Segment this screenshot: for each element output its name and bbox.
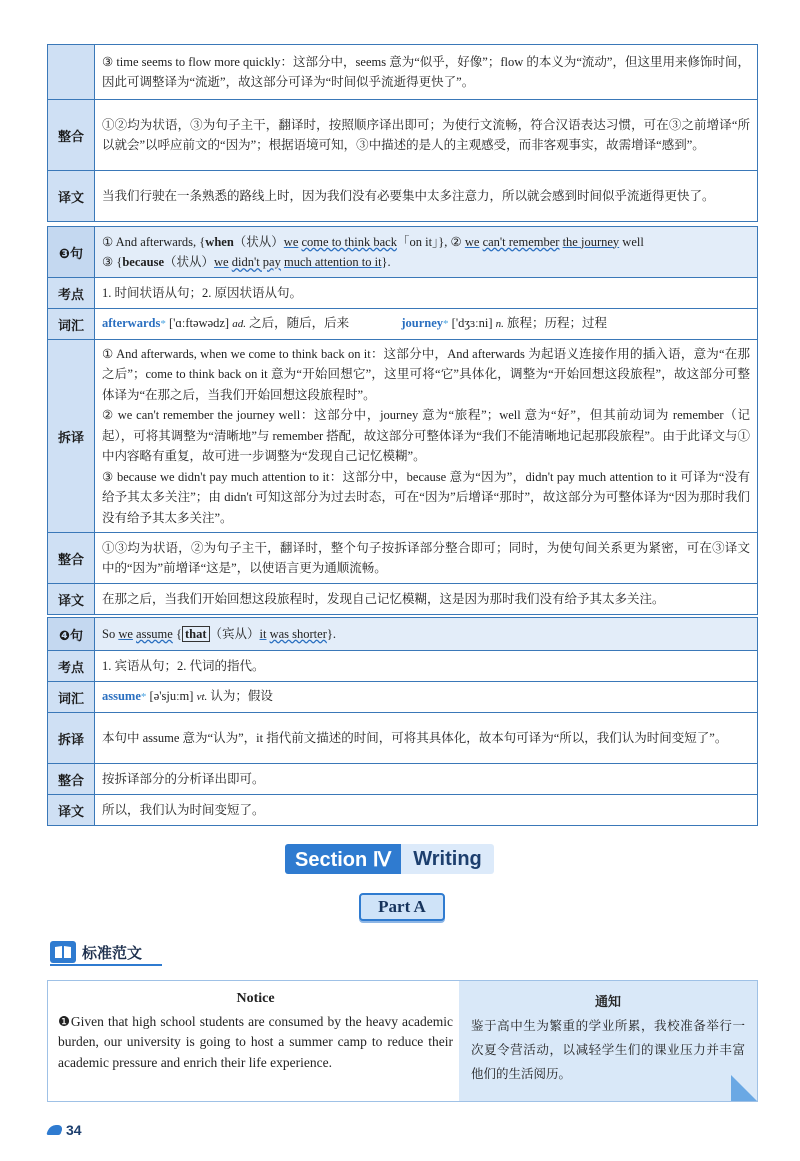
top-row3-text: 当我们行驶在一条熟悉的路线上时，因为我们没有必要集中太多注意力，所以就会感到时间似乎流逝得更快了。 — [95, 171, 758, 222]
s3-because: because — [122, 255, 165, 269]
s4-sent-part: }. — [326, 626, 336, 641]
label-zhenghe: 整合 — [48, 100, 95, 171]
s4-predicate: assume — [136, 626, 173, 641]
sentence4-table — [47, 617, 758, 826]
tongzhi-text: 鉴于高中生为繁重的学业所累，我校准备举行一次夏令营活动，以减轻学生们的课业压力并丰富他们的生活阅历。 — [471, 1018, 745, 1081]
notice-card — [47, 980, 758, 1102]
star-icon: * — [443, 318, 449, 331]
s4-kaodian-label: 考点 — [48, 651, 95, 682]
s4-cihui-label: 词汇 — [48, 682, 95, 713]
s4-yiwen-text: 所以，我们认为时间变短了。 — [95, 795, 758, 826]
vocab-phonetic: [ə'sjuːm] — [149, 689, 194, 704]
page-number-text: 34 — [66, 1122, 82, 1138]
vocab-definition: 认为；假设 — [210, 689, 273, 704]
vocab-word-journey: journey — [401, 316, 444, 331]
vocab-word-afterwards: afterwards — [102, 316, 161, 331]
part-tag: Part A — [359, 893, 445, 921]
notice-chinese — [459, 981, 757, 1101]
top-row2-text: ①②均为状语，③为句子主干，翻译时，按照顺序译出即可；为使行文流畅，符合汉语表达习惯，可在③之前增译“所以就会”以呼应前文的“因为”；根据语境可知，③中描述的是人的主观感受，而非客观事实，故需增译“感到”。 — [95, 100, 758, 171]
s3-sent-part: （状从） — [233, 234, 284, 249]
s3-object: the journey — [562, 234, 620, 249]
s4-chaiyi-text: 本句中 assume 意为“认为”，it 指代前文描述的时间，可将其具体化，故本句可译为“所以，我们认为时间变短了”。 — [95, 713, 758, 764]
s4-subject: we — [118, 626, 133, 641]
s4-sentence — [95, 618, 758, 651]
s3-object: much attention to it — [283, 255, 382, 269]
vocab-word-assume: assume — [102, 689, 141, 704]
s3-subject: we — [464, 234, 480, 249]
top-row1-text: ③ time seems to flow more quickly：这部分中，seems 意为“似乎，好像”；flow 的本义为“流动”，但这里用来修饰时间，因此可调整译为“流逝”，故这部分可译为“时间似乎流逝得更快了”。 — [95, 45, 758, 100]
s3-sentence — [95, 227, 758, 278]
s3-chaiyi — [95, 340, 758, 533]
s3-chaiyi-label: 拆译 — [48, 340, 95, 533]
vocab-definition: 旅程；历程；过程 — [507, 316, 608, 331]
s3-chaiyi-p3: ③ because we didn't pay much attention to it：这部分中，because 意为“因为”，didn't pay much attention to it 可译为“没有给予其太多关注”；由 didn't 可知这部分为过去时态，可在“因为”后增译“那时”，故这部分为可整体译为“因为那时我们没有给予其太多关注”。 — [102, 469, 750, 525]
s3-zhenghe-text: ①③均为状语，②为句子主干，翻译时，整个句子按拆译部分整合即可；同时，为使句间关系更为紧密，可在③译文中的“因为”前增译“这是”，以使语言更为通顺流畅。 — [95, 533, 758, 584]
notice-english — [58, 989, 453, 1073]
s3-cihui-label: 词汇 — [48, 309, 95, 340]
s3-when: when — [205, 234, 234, 249]
s4-zhenghe-text: 按拆译部分的分析译出即可。 — [95, 764, 758, 795]
s3-sent-part: well — [619, 234, 644, 249]
tongzhi-title: 通知 — [594, 995, 621, 1010]
s3-sent-part: 「on it」}, ② — [396, 234, 465, 249]
vocab-pos: ad. — [232, 318, 246, 331]
s3-kaodian-label: 考点 — [48, 278, 95, 309]
s3-chaiyi-p1: ① And afterwards, when we come to think back on it：这部分中，And afterwards 为起语义连接作用的插入语，意为“在那之后”；come to think back on it 意为“开始回想它”，这里可将“它”具体化，调整为“开始回想这段旅程”，故这部分可整体译为“在那之后，当我们开始回想这段旅程时”。 — [102, 346, 750, 402]
section-banner — [285, 844, 521, 874]
s3-yiwen-label: 译文 — [48, 584, 95, 615]
s4-subject: it — [259, 626, 267, 641]
notice-text: Given that high school students are consumed by the heavy academic burden, our university is going to host a summer camp to reduce their academic pressure and enrich their life experience. — [58, 1013, 454, 1070]
model-essay-title: 标准范文 — [82, 943, 143, 962]
s4-yiwen-label: 译文 — [48, 795, 95, 826]
heading-underline — [50, 964, 162, 966]
s3-sent-part: }. — [381, 255, 391, 269]
s3-predicate: come to think back — [301, 234, 397, 249]
s4-kaodian-text: 1. 宾语从句；2. 代词的指代。 — [95, 651, 758, 682]
s4-sent-part: （宾从） — [209, 626, 260, 641]
s3-yiwen-text: 在那之后，当我们开始回想这段旅程时，发现自己记忆模糊，这是因为那时我们没有给予其太多关注。 — [95, 584, 758, 615]
empty-label — [48, 45, 95, 100]
vocab-pos: vt. — [196, 691, 208, 704]
s3-zhenghe-label: 整合 — [48, 533, 95, 584]
s3-subject: we — [283, 234, 299, 249]
s3-vocab — [95, 309, 758, 340]
page-number-icon — [46, 1125, 64, 1135]
notice-title: Notice — [236, 991, 275, 1006]
top-table — [47, 44, 758, 222]
s4-vocab — [95, 682, 758, 713]
s4-head-label: ❹句 — [48, 618, 95, 651]
page-number — [48, 1122, 82, 1138]
s3-subject: we — [214, 255, 229, 269]
vocab-phonetic: ['ɑːftəwədz] — [168, 316, 230, 331]
star-icon: * — [140, 691, 147, 704]
s3-predicate: can't remember — [482, 234, 560, 249]
star-icon: * — [160, 318, 166, 331]
section-title: Writing — [401, 844, 494, 874]
model-essay-heading — [50, 940, 142, 964]
s4-zhenghe-label: 整合 — [48, 764, 95, 795]
s3-sent-part: ③ { — [102, 255, 123, 269]
s3-head-label: ❸句 — [48, 227, 95, 278]
vocab-pos: n. — [495, 318, 504, 331]
s4-sent-part: So — [102, 626, 119, 641]
s3-chaiyi-p2: ② we can't remember the journey well：这部分中，journey 意为“旅程”；well 意为“好”，但其前动词为 remember（记起），可将其调整为“清晰地”与 remember 搭配，故这部分可整体译为“我们不能清晰地记起那段旅程”。由于此译文与①中内容略有重复，故可进一步调整为“发现自己记忆模糊”。 — [102, 408, 750, 464]
vocab-definition: 之后，随后，后来 — [249, 316, 350, 331]
s3-sent-part: ① And afterwards, { — [102, 234, 206, 249]
label-yiwen: 译文 — [48, 171, 95, 222]
page-fold-decoration — [731, 1075, 757, 1101]
vocab-phonetic: ['dʒɜːni] — [451, 316, 493, 331]
s3-sent-part: （状从） — [164, 255, 215, 269]
book-icon — [50, 941, 76, 963]
section-number: Section Ⅳ — [285, 844, 401, 874]
s3-predicate: didn't pay — [231, 255, 281, 269]
s4-predicate: was shorter — [269, 626, 327, 641]
s4-chaiyi-label: 拆译 — [48, 713, 95, 764]
s3-kaodian-text: 1. 时间状语从句；2. 原因状语从句。 — [95, 278, 758, 309]
sentence-marker: ❶ — [58, 1013, 71, 1029]
s4-sent-part: { — [172, 626, 182, 641]
sentence3-table — [47, 226, 758, 615]
s4-that: that — [182, 626, 210, 642]
